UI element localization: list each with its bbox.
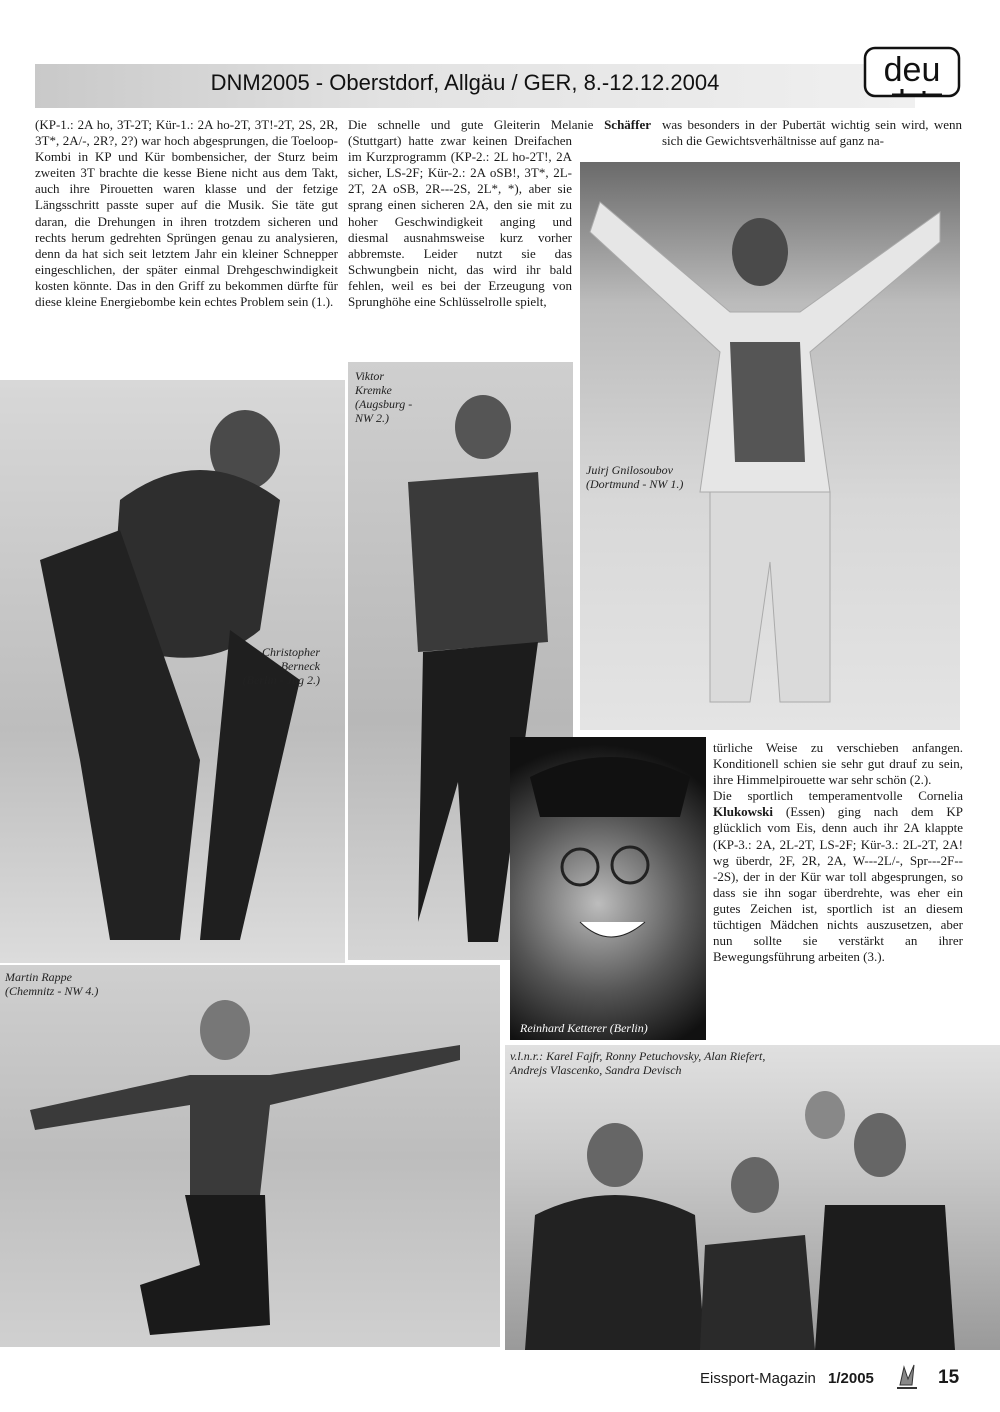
col3-text-before: Die sportlich temperamentvolle Cornelia [713, 788, 963, 804]
footer [700, 1367, 970, 1393]
magazine-logo-icon [894, 1363, 920, 1395]
col3-text-after: (Essen) ging nach dem KP glücklich vom Eis, denn auch ihr 2A klappte (KP-3.: 2A, 2L-2T, LS-2F; Kür-3.: 2L-2T, 2A! wg überdr, 2F, 2R, 2A, W---2L/-, Spr---2F---2S), der in der Kür war toll abgesprungen, so dass sie ihn sogar überdrehte, was eher ein gutes Zeichen ist, sportlich ist an diesem tüchtigen Mädchen nichts auszusetzen, aber nun sollte sie verstärkt an ihrer Bewegungsführung arbeiten (3.). [713, 804, 963, 965]
caption-viktor [355, 369, 412, 425]
magazine-name: Eissport-Magazin [700, 1370, 816, 1387]
caption-martin [5, 970, 98, 998]
col3-para-2 [713, 788, 963, 965]
deu-logo [862, 45, 962, 103]
caption-line: (Chemnitz - NW 4.) [5, 984, 99, 998]
photo-group [505, 1045, 1000, 1350]
column-3-bottom-text [713, 740, 963, 965]
caption-line: (Berlin - Jug 2.) [242, 673, 320, 687]
column-1-text: (KP-1.: 2A ho, 3T-2T; Kür-1.: 2A ho-2T, 3T!-2T, 2S, 2R, 3T*, 2A/-, 2R?, 2?) war hoch abgesprungen, die Toeloop-Kombi in KP und Kür bombensicher, der Sturz beim zweiten 3T brachte die kesse Biene nicht aus dem Takt, auch ihre Pirouetten waren klasse und der fetzige Längsschritt passte super auf die Musik. Sie täte gut daran, die Drehungen in ihren trotzdem sicheren und rechts herum gedrehten Sprüngen genau zu analysieren, denn da hat sich seit letztem Jahr ein kleiner Schnepper eingeschlichen, der später einmal Drehgeschwindigkeit kosten könnte. Das in den Griff zu bekommen dürfte für diese kleine Energiebombe kein echtes Problem sein (1.). [35, 117, 338, 310]
caption-line: (Augsburg - [355, 397, 413, 411]
caption-line: Martin Rappe [5, 970, 72, 984]
caption-line: NW 2.) [355, 411, 389, 425]
page-number: 15 [938, 1367, 960, 1388]
caption-christopher [220, 645, 320, 687]
caption-line: v.l.n.r.: Karel Fajfr, Ronny Petuchovsky, Alan Riefert, [510, 1049, 766, 1063]
issue-number: 1/2005 [828, 1370, 874, 1387]
caption-line: Christopher [261, 645, 320, 659]
caption-line: Andrejs Vlascenko, Sandra Devisch [510, 1063, 682, 1077]
caption-group [510, 1049, 765, 1077]
page-title: DNM2005 - Oberstdorf, Allgäu / GER, 8.-12.12.2004 [210, 70, 720, 95]
skater-name-klukowski: Klukowski [713, 804, 773, 820]
photo-juirj-gnilosoubov [580, 162, 960, 730]
col3-para-1: türliche Weise zu verschieben anfangen. Konditionell schien sie sehr gut drauf zu sein, ihre Himmelpirouette war sehr schön (2.). [713, 740, 963, 788]
caption-line: Viktor [355, 369, 385, 383]
col2-text-after: (Stuttgart) hatte zwar keinen Dreifachen im Kurzprogramm (KP-2.: 2L ho-2T!, 2A sicher, LS-2F; Kür-2.: 2A oSB!, 3T*, 2L-2T, 2A oSB, 2R---2S, 2L*, *), aber sie sprang einen sicheren 2A, den sie mit zu hoher Geschwindigkeit anging und diesmal ausnahmsweise kurz vorher abbremste. Leider nutzt sie das Schwungbein nicht, das wird ihr bald fehlen, weil es bei der Erzeugung von Sprunghöhe eine Schlüsselrolle spielt, [348, 133, 572, 310]
caption-line: (Dortmund - NW 1.) [586, 477, 684, 491]
caption-reinhard: Reinhard Ketterer (Berlin) [520, 1021, 648, 1035]
caption-line: Kremke [355, 383, 392, 397]
caption-line: Berneck [280, 659, 320, 673]
caption-juirj [586, 463, 683, 491]
photo-martin-rappe [0, 965, 500, 1347]
column-3-top-text: was besonders in der Pubertät wichtig sein wird, wenn sich die Gewichtsverhältnisse auf ganz na- [662, 117, 962, 149]
svg-text:deu: deu [883, 51, 941, 89]
photo-reinhard-ketterer [510, 737, 706, 1040]
col2-text-before: Die schnelle und gute Gleiterin Melanie [348, 117, 605, 132]
skater-name-schaeffer: Schäffer [604, 117, 651, 132]
caption-line: Juirj Gnilosoubov [586, 463, 673, 477]
